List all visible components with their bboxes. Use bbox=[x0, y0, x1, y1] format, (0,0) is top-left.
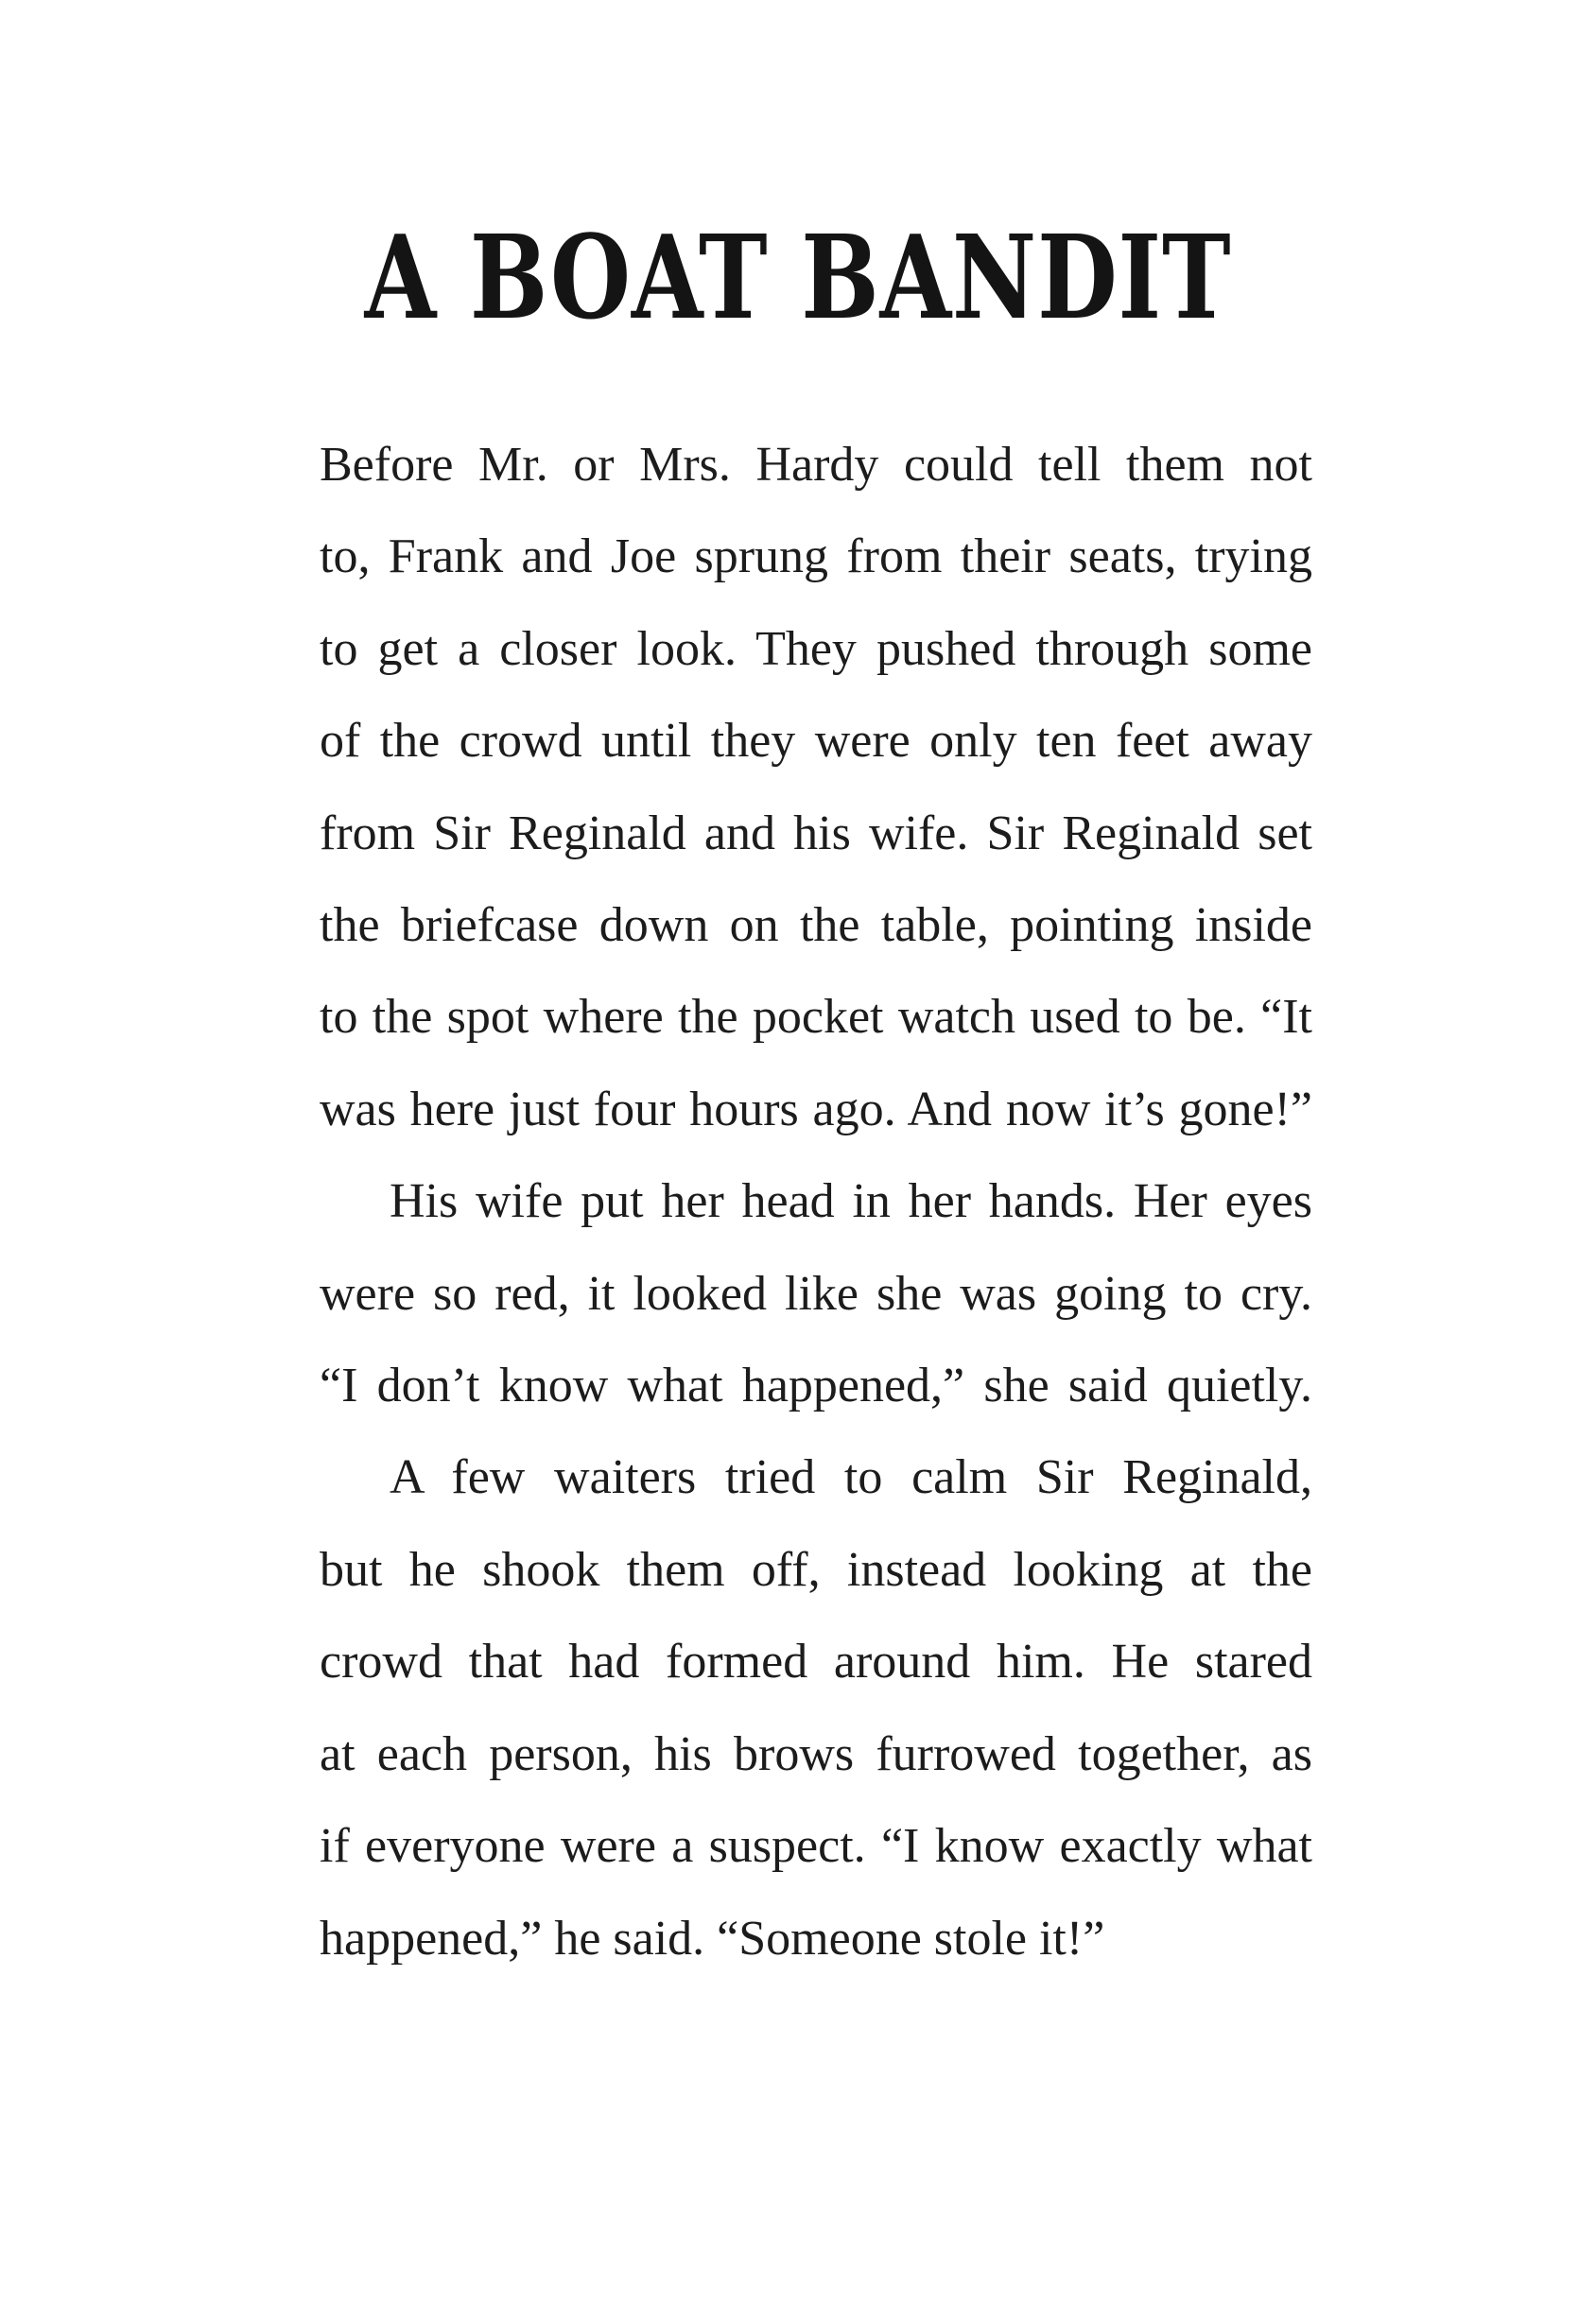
text-line: to get a closer look. They pushed through some bbox=[320, 621, 1312, 676]
text-line: of the crowd until they were only ten feet away bbox=[320, 714, 1312, 769]
chapter-title: A BOAT BANDIT bbox=[364, 209, 1232, 345]
text-line: His wife put her head in her hands. Her eyes bbox=[390, 1174, 1312, 1229]
text-line: at each person, his brows furrowed together, as bbox=[320, 1726, 1312, 1781]
text-line: were so red, it looked like she was going to cry. bbox=[320, 1266, 1312, 1321]
text-line: if everyone were a suspect. “I know exactly what bbox=[320, 1819, 1312, 1874]
text-line: but he shook them off, instead looking at the bbox=[320, 1542, 1312, 1597]
text-line: A few waiters tried to calm Sir Reginald, bbox=[390, 1450, 1312, 1505]
text-line: to the spot where the pocket watch used to be. “It bbox=[320, 990, 1312, 1045]
text-line: crowd that had formed around him. He stared bbox=[320, 1635, 1312, 1690]
text-line: happened,” he said. “Someone stole it!” bbox=[320, 1911, 1105, 1966]
paragraph-1 bbox=[320, 419, 1312, 1155]
text-line: was here just four hours ago. And now it’s gone!” bbox=[320, 1082, 1312, 1136]
text-line: Before Mr. or Mrs. Hardy could tell them not bbox=[320, 438, 1312, 492]
paragraph-3 bbox=[320, 1431, 1312, 1984]
text-line: “I don’t know what happened,” she said quietly. bbox=[320, 1359, 1312, 1413]
text-line: to, Frank and Joe sprung from their seats, trying bbox=[320, 529, 1312, 584]
paragraph-2 bbox=[320, 1155, 1312, 1431]
text-line: the briefcase down on the table, pointing inside bbox=[320, 898, 1312, 953]
text-line: from Sir Reginald and his wife. Sir Reginald set bbox=[320, 806, 1312, 860]
chapter-body bbox=[320, 419, 1312, 1984]
